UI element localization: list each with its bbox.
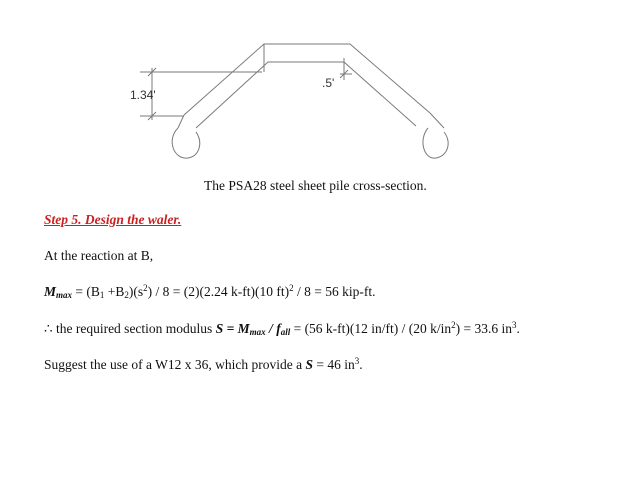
mmax-mid: ) / 8 = (2)(2.24 k-ft)(10 ft) xyxy=(147,284,290,299)
mmax-symbol: M xyxy=(44,284,57,299)
suggest-period: . xyxy=(359,357,363,372)
b2-subscript: 2 xyxy=(124,290,129,300)
flange-dimension-label: .5' xyxy=(322,76,335,90)
therefore-symbol: ∴ xyxy=(44,321,53,336)
suggest-value: = 46 in xyxy=(312,357,355,372)
b1-subscript: 1 xyxy=(99,290,105,300)
step-heading: Step 5. Design the waler. xyxy=(44,212,182,227)
mmax-subscript: max xyxy=(56,290,73,300)
right-interlock xyxy=(423,128,448,158)
mmax-s-part: )(s xyxy=(128,284,144,299)
kin-squared: 2 xyxy=(451,320,456,330)
max-subscript: max xyxy=(249,327,266,337)
mmax-plus-b2: +B xyxy=(104,284,125,299)
suggest-lead: Suggest the use of a W12 x 36, which provide a xyxy=(44,357,306,372)
slash: / xyxy=(265,321,277,336)
mmax-eq: = (B xyxy=(72,284,100,299)
sheet-pile-cross-section xyxy=(0,0,638,170)
modulus-lead: the required section modulus xyxy=(52,321,216,336)
depth-dimension-label: 1.34' xyxy=(130,88,156,102)
suggest-in-cubed: 3 xyxy=(354,356,360,366)
suggest-s-symbol: S xyxy=(305,357,313,372)
f-symbol: f xyxy=(276,321,281,336)
reaction-line: At the reaction at B, xyxy=(44,248,154,263)
all-subscript: all xyxy=(280,327,291,337)
figure-caption: The PSA28 steel sheet pile cross-section. xyxy=(204,178,427,193)
s-equals-m: S = M xyxy=(215,321,250,336)
mmax-equation xyxy=(44,284,375,300)
section-modulus-equation xyxy=(44,321,520,337)
modulus-eq-start: = (56 k-ft)(12 in/ft) / (20 k/in xyxy=(290,321,452,336)
modulus-period: . xyxy=(516,321,520,336)
in-cubed: 3 xyxy=(512,320,517,330)
sheet-pile-outer-profile xyxy=(184,44,430,115)
left-interlock xyxy=(172,128,200,158)
ft-squared: 2 xyxy=(289,283,294,293)
suggestion-line xyxy=(44,357,363,373)
mmax-tail: / 8 = 56 kip-ft. xyxy=(293,284,376,299)
s-squared: 2 xyxy=(143,283,148,293)
modulus-eq-end: ) = 33.6 in xyxy=(455,321,513,336)
